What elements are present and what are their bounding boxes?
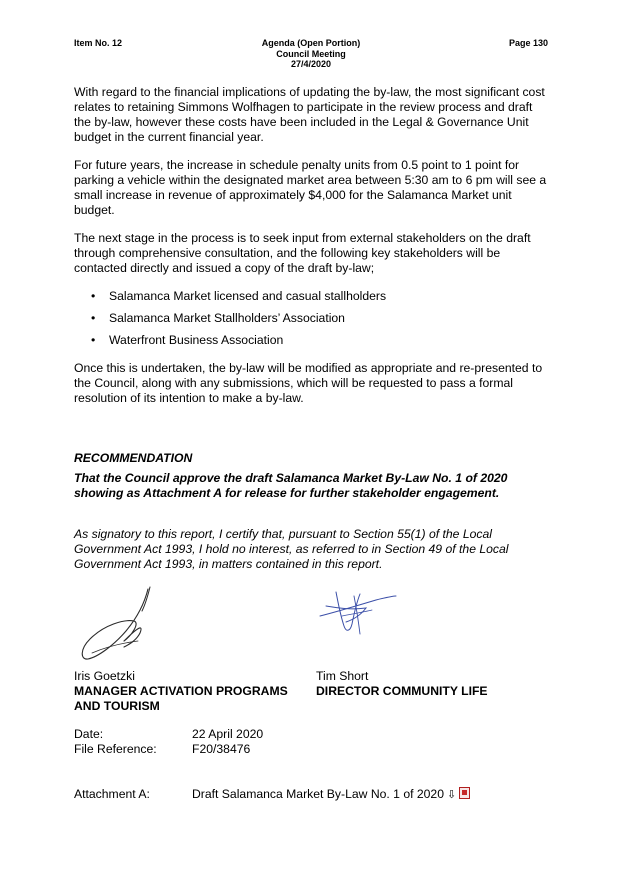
signer-right-name: Tim Short	[316, 669, 369, 683]
signer-left	[74, 669, 314, 714]
recommendation-section	[74, 451, 550, 501]
page-number: Page 130	[508, 38, 548, 48]
stakeholder-list	[74, 289, 550, 348]
report-body	[74, 85, 550, 419]
attachment-link[interactable]: Draft Salamanca Market By-Law No. 1 of 2020	[192, 787, 444, 801]
bullet-icon: •	[91, 311, 96, 325]
signer-right	[316, 669, 550, 699]
paragraph-financial: With regard to the financial implications of updating the by-law, the most significant cost relates to retaining Simmons Wolfhagen to participate in the review process and draft the by-law, however these costs have been included in the Legal & Governance Unit budget in the current financial year.	[74, 85, 545, 144]
list-item-text: Waterfront Business Association	[109, 333, 284, 347]
item-number: Item No. 12	[74, 38, 123, 48]
paragraph-closing: Once this is undertaken, the by-law will be modified as appropriate and re-presented to the Council, along with any submissions, which will be requested to pass a formal resolution of its intention to make a by-law.	[74, 361, 543, 405]
signatory-statement: As signatory to this report, I certify that, pursuant to Section 55(1) of the Local Government Act 1993, I hold no interest, as referred to in Section 49 of the Local Government Act 1993, in matters contained in this report.	[74, 527, 509, 571]
meeting-date: 27/4/2020	[290, 59, 332, 69]
date-label: Date:	[74, 727, 104, 741]
file-reference-row	[74, 742, 550, 757]
list-item	[74, 289, 550, 304]
meeting-title: Council Meeting	[276, 48, 346, 59]
agenda-title: Agenda (Open Portion)	[261, 38, 361, 48]
pdf-icon[interactable]	[459, 787, 470, 799]
date-value: 22 April 2020	[192, 727, 264, 741]
down-arrow-icon[interactable]: ⇩	[447, 789, 457, 801]
signer-left-role-line2: AND TOURISM	[74, 699, 160, 713]
recommendation-heading: RECOMMENDATION	[74, 451, 193, 465]
paragraph-future-years: For future years, the increase in schedule penalty units from 0.5 point to 1 point for parking a vehicle within the designated market area between 5:30 am to 6 pm will see a small increase in revenue of approximately $4,000 for the Salamanca Market unit budget.	[74, 158, 547, 217]
bullet-icon: •	[91, 333, 96, 347]
file-reference-value: F20/38476	[192, 742, 251, 756]
signer-left-name: Iris Goetzki	[74, 669, 135, 683]
paragraph-next-stage: The next stage in the process is to seek input from external stakeholders on the draft through comprehensive consultation, and the following key stakeholders will be contacted directly and issued a copy of the draft by-law;	[74, 231, 531, 275]
recommendation-text: That the Council approve the draft Salamanca Market By-Law No. 1 of 2020 showing as Attachment A for release for further stakeholder engagement.	[74, 471, 508, 500]
signature-right-image	[316, 586, 398, 638]
attachment-value-group	[192, 787, 470, 803]
signature-left-image	[78, 585, 168, 667]
signer-right-role-line1: DIRECTOR COMMUNITY LIFE	[316, 684, 488, 698]
list-item	[74, 311, 550, 326]
list-item-text: Salamanca Market Stallholders’ Association	[109, 311, 345, 325]
header-center	[74, 38, 548, 70]
signer-left-role-line1: MANAGER ACTIVATION PROGRAMS	[74, 684, 288, 698]
bullet-icon: •	[91, 289, 96, 303]
file-reference-label: File Reference:	[74, 742, 157, 756]
list-item	[74, 333, 550, 348]
attachment-row	[74, 787, 550, 802]
attachment-label: Attachment A:	[74, 787, 150, 801]
date-row	[74, 727, 550, 742]
list-item-text: Salamanca Market licensed and casual stallholders	[109, 289, 387, 303]
